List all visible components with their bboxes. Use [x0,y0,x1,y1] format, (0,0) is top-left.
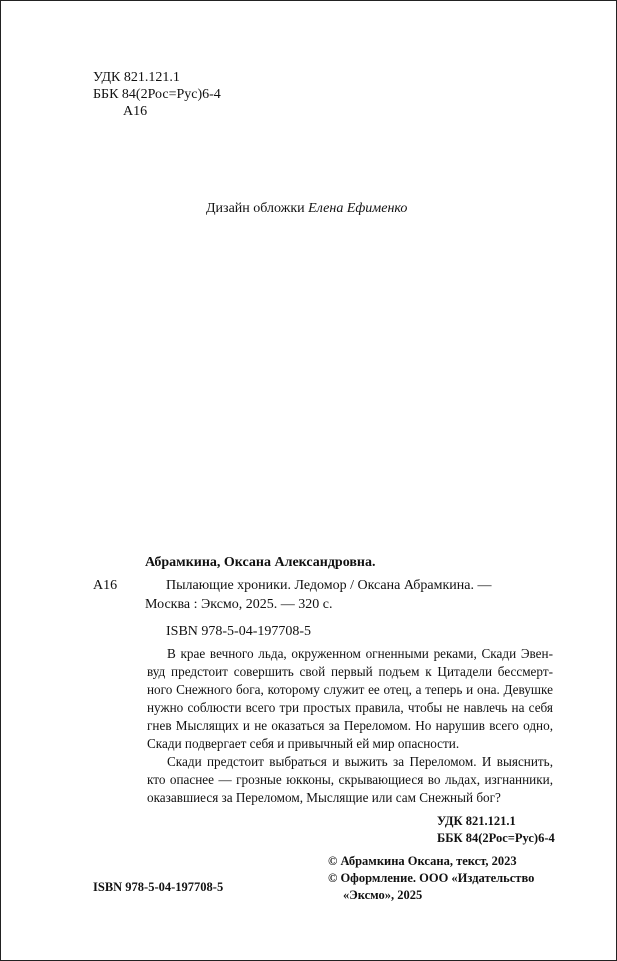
copyright-line-3: «Эксмо», 2025 [343,888,423,902]
annotation-line: гнев Мыслящих и не оказаться за Переломом. Но нарушив всего одно, [147,718,553,733]
title-line-1: Пылающие хроники. Ледомор / Оксана Абрамкина. — [166,578,492,593]
copyright-line-2: © Оформление. ООО «Издательство [328,871,535,885]
cover-design-credit [206,200,407,218]
catalog-author-mark: А16 [93,578,118,593]
annotation-line: оказавшиеся за Переломом, Мыслящие или сам Снежный бог? [147,790,501,805]
annotation-line: кто опаснее — грозные юкконы, скрывающиеся во льдах, изгнанники, [147,772,553,787]
bottom-isbn: ISBN 978-5-04-197708-5 [93,880,224,894]
author-heading: Абрамкина, Оксана Александровна. [145,555,376,570]
annotation-line: Скади предстоит выбраться и выжить за Переломом. И выяснить, [167,754,553,769]
bottom-udk-code: УДК 821.121.1 [437,814,516,828]
copyright-line-1: © Абрамкина Оксана, текст, 2023 [328,854,517,868]
annotation-line: нужно соблюсти всего три простых правила, чтобы не навлечь на себя [147,700,553,715]
bottom-bbk-code: ББК 84(2Рос=Рус)6-4 [437,831,555,845]
annotation-line: вуд предстоит совершить свой первый подъем к Цитадели бессмерт- [147,664,553,679]
cover-design-label: Дизайн обложки [206,201,305,216]
bbk-code: ББК 84(2Рос=Рус)6-4 [93,87,221,102]
catalog-isbn: ISBN 978-5-04-197708-5 [166,624,312,639]
annotation-line: В крае вечного льда, окруженном огненными реками, Скади Эвен- [167,646,553,661]
annotation-line: ного Снежного бога, которому служит ее отец, а теперь и она. Девушке [147,682,553,697]
title-line-2: Москва : Эксмо, 2025. — 320 с. [145,597,333,612]
author-mark: А16 [123,104,148,119]
cover-designer-name: Елена Ефименко [308,201,408,216]
annotation-line: Скади подвергает себя и привычный ей мир опасности. [147,736,460,751]
udk-code: УДК 821.121.1 [93,70,180,85]
